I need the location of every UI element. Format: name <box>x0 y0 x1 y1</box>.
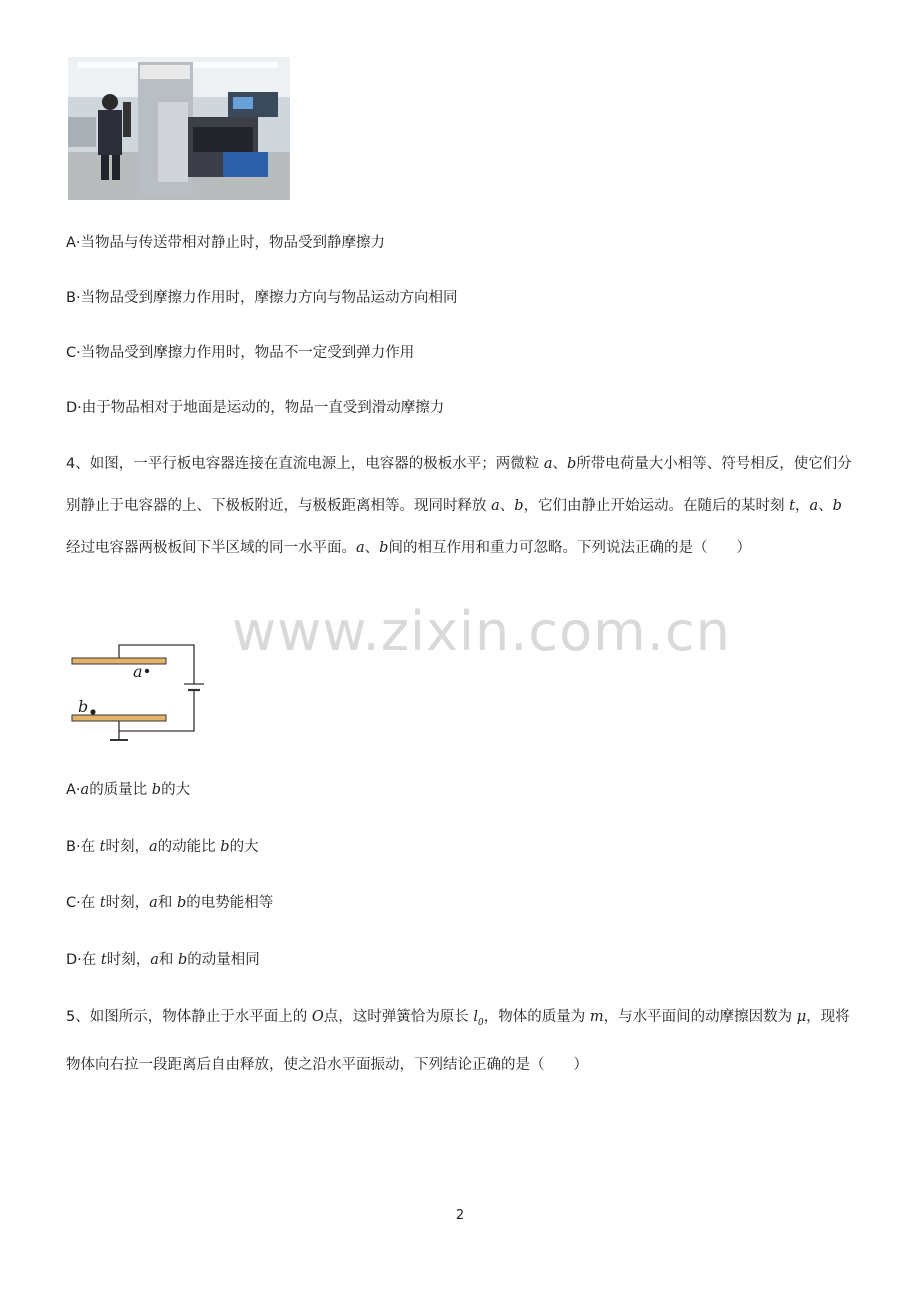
watermark: www.zixin.com.cn <box>232 600 731 663</box>
page-number: 2 <box>455 1208 465 1223</box>
security-check-photo <box>68 57 290 200</box>
q3-option-d: D·由于物品相对于地面是运动的，物品一直受到滑动摩擦力 <box>66 400 445 416</box>
q4-stem: 4、如图，一平行板电容器连接在直流电源上，电容器的极板水平；两微粒 a、b所带电荷量大小相等、符号相反，使它们分别静止于电容器的上、下极板附近，与极板距离相等。现同时释放 a、b，它们由静止开始运动。在随后的某时刻 t，a、b经过电容器两极板间下半区域的同一水平面。a、b间的相互作用和重力可忽略。下列说法正确的是（ ） <box>66 456 852 556</box>
q4-option-b: B·在 t时刻，a的动能比 b的大 <box>66 839 259 855</box>
q5-stem: 5、如图所示，物体静止于水平面上的 O点，这时弹簧恰为原长 $l_0$，物体的质量为 m，与水平面间的动摩擦因数为 μ，现将物体向右拉一段距离后自由释放，使之沿水平面振动，下列结论正确的是（ ） <box>66 1009 850 1073</box>
q3-option-c: C·当物品受到摩擦力作用时，物品不一定受到弹力作用 <box>66 345 415 361</box>
label-a: a <box>133 662 143 681</box>
q3-option-a: A·当物品与传送带相对静止时，物品受到静摩擦力 <box>66 235 386 251</box>
q4-option-a: A·a的质量比 b的大 <box>66 782 191 798</box>
q3-option-b: B·当物品受到摩擦力作用时，摩擦力方向与物品运动方向相同 <box>66 290 458 306</box>
q4-option-d: D·在 t时刻，a和 b的动量相同 <box>66 952 260 968</box>
q4-option-c: C·在 t时刻，a和 b的电势能相等 <box>66 895 274 911</box>
label-b: b <box>78 697 89 716</box>
capacitor-figure <box>68 640 218 750</box>
